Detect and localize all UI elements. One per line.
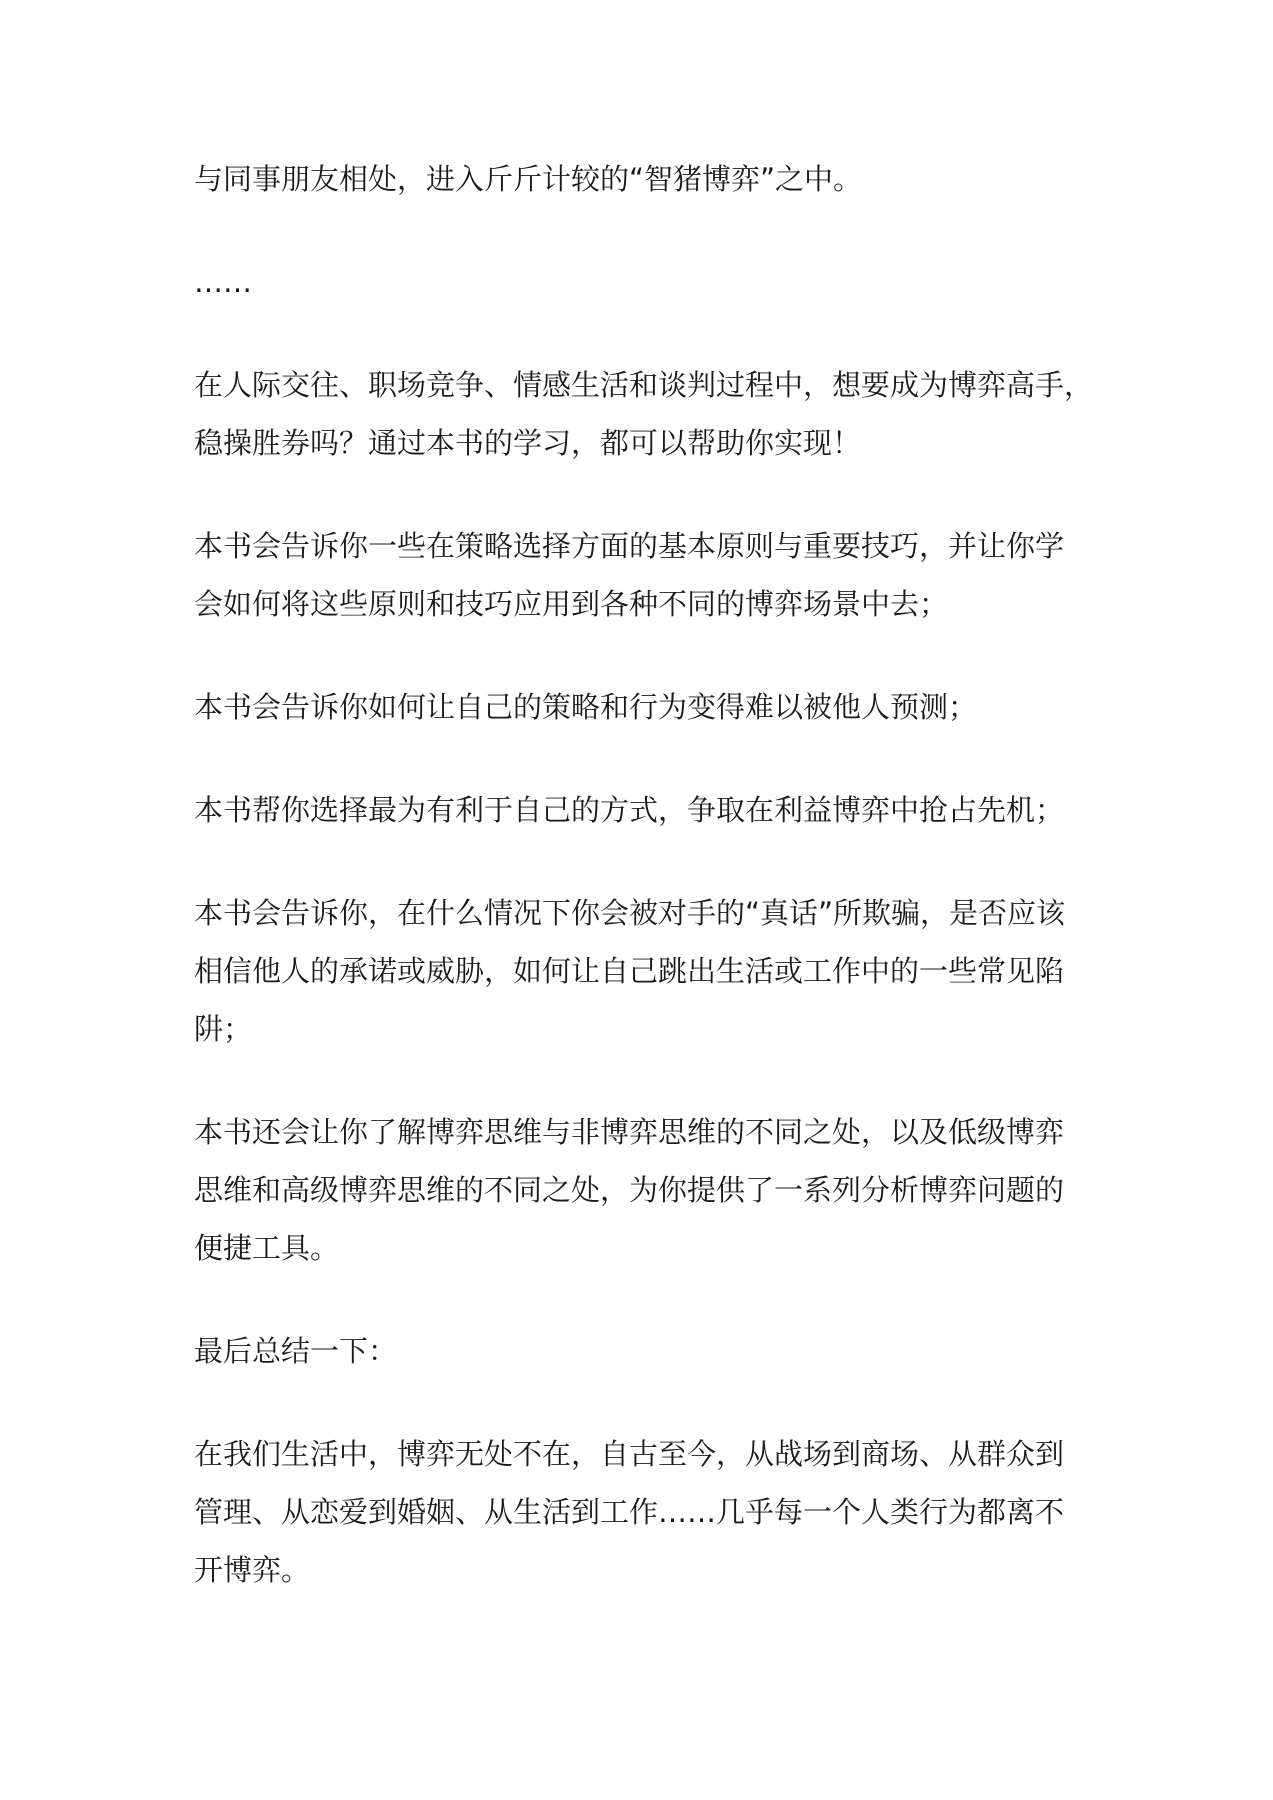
- paragraph-line: 会如何将这些原则和技巧应用到各种不同的博弈场景中去；: [194, 587, 949, 621]
- paragraph-line: 管理、从恋爱到婚姻、从生活到工作……几乎每一个人类行为都离不: [194, 1495, 1065, 1529]
- paragraph-7: [194, 884, 1094, 1058]
- paragraph-6: [194, 781, 1094, 839]
- paragraph-line: 思维和高级博弈思维的不同之处，为你提供了一系列分析博弈问题的: [194, 1173, 1065, 1207]
- paragraph-10: [194, 1425, 1094, 1599]
- paragraph-line: 本书会告诉你一些在策略选择方面的基本原则与重要技巧，并让你学: [194, 529, 1065, 563]
- paragraph-8: [194, 1103, 1094, 1277]
- paragraph-4: [194, 517, 1094, 633]
- paragraph-line: 本书帮你选择最为有利于自己的方式，争取在利益博弈中抢占先机；: [194, 793, 1065, 827]
- paragraph-line: 相信他人的承诺或威胁，如何让自己跳出生活或工作中的一些常见陷: [194, 954, 1065, 988]
- paragraph-line: 开博弈。: [194, 1553, 311, 1587]
- paragraph-line: 本书会告诉你，在什么情况下你会被对手的“真话”所欺骗，是否应该: [194, 896, 1066, 930]
- paragraph-line: 与同事朋友相处，进入斤斤计较的“智猪博弈”之中。: [194, 162, 863, 196]
- paragraph-5: [194, 678, 1094, 736]
- paragraph-line: 在人际交往、职场竞争、情感生活和谈判过程中，想要成为博弈高手，: [194, 368, 1094, 402]
- paragraph-line: 本书会告诉你如何让自己的策略和行为变得难以被他人预测；: [194, 690, 978, 724]
- paragraph-2-ellipsis: [194, 253, 1094, 311]
- paragraph-line: 便捷工具。: [194, 1231, 340, 1265]
- paragraph-line: ……: [194, 265, 252, 299]
- paragraph-1: [194, 150, 1094, 208]
- paragraph-line: 在我们生活中，博弈无处不在，自古至今，从战场到商场、从群众到: [194, 1437, 1065, 1471]
- paragraph-3: [194, 356, 1094, 472]
- paragraph-line: 阱；: [194, 1012, 253, 1046]
- paragraph-line: 最后总结一下：: [194, 1334, 398, 1368]
- paragraph-line: 本书还会让你了解博弈思维与非博弈思维的不同之处，以及低级博弈: [194, 1115, 1065, 1149]
- paragraph-line: 稳操胜券吗？通过本书的学习，都可以帮助你实现！: [194, 426, 862, 460]
- paragraph-9: [194, 1322, 1094, 1380]
